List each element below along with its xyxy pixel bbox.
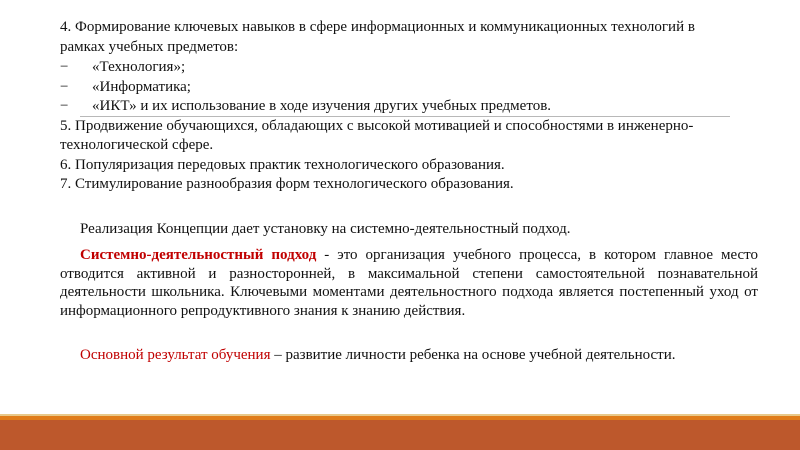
goal-6: 6. Популяризация передовых практик технологического образования. [60,157,505,173]
subitem-informatics: «Информатика; [92,79,191,95]
goal-7: 7. Стимулирование разнообразия форм технологического образования. [60,176,514,192]
dash-bullet: − [60,59,69,75]
dash-bullet: − [60,79,69,95]
approach-term: Системно-деятельностный подход [80,247,317,263]
goal-4-line-2: рамках учебных предметов: [60,39,239,55]
result-term: Основной результат обучения [80,347,271,363]
approach-definition [60,246,758,320]
subitem-technology: «Технология»; [92,59,186,75]
goal-5-line-2: технологической сфере. [60,137,214,153]
learning-result [80,346,676,366]
result-text: – развитие личности ребенка на основе учебной деятельности. [270,347,676,363]
goal-5-line-1: 5. Продвижение обучающихся, обладающих с высокой мотивацией и способностями в инженерно- [60,118,694,134]
footer-bar [0,420,800,450]
approach-text: - это организация учебного процесса, в котором главное место отводится активной и разносторонней, в максимальной степени самостоятельной познавательной деятельности школьника. Ключевыми моментами деятельностного подхода является постепенный уход от информационного репродуктивного знания к знанию действия. [60,247,759,319]
dash-bullet: − [60,98,69,114]
subitem-ict: «ИКТ» и их использование в ходе изучения других учебных предметов. [92,98,552,114]
concept-intro: Реализация Концепции дает установку на системно-деятельностный подход. [80,221,571,237]
goal-4-line-1: 4. Формирование ключевых навыков в сфере информационных и коммуникационных технологий в [60,19,695,35]
